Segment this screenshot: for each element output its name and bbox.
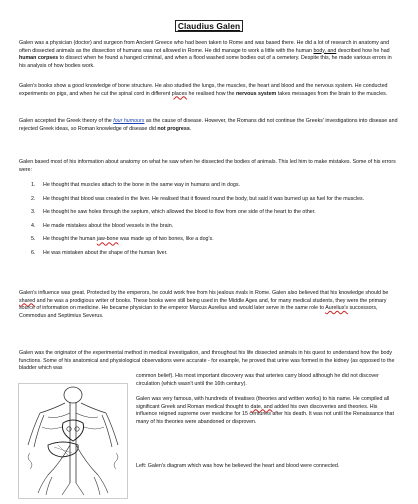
galen-heart-diagram — [18, 383, 128, 499]
diagram-caption: Left: Galen's diagram which was how he believed the heart and blood were connected. — [136, 463, 340, 469]
four-humours-link[interactable]: four humours — [113, 118, 145, 124]
fame-paragraph: Galen was very famous, with hundreds of treatises (theories and written works) to his name. He compiled all significant Greek and Roman medical thought to date, and added his own discoveries and theories. His influence reigned supreme over medicine for 15 centuries after his death. It was not until the Renaissance that many of his theories were abandoned or disproven. — [136, 396, 394, 425]
list-item: 4. He made mistakes about the blood vessels in the brain. — [31, 222, 174, 229]
list-item: 5. He thought the human jaw-bone was made up of two bones, like a dog's. — [31, 236, 214, 243]
discovery-paragraph: common belief). His most important discovery was that arteries carry blood although he did not discover circulation (which wasn't until the 16th century). — [136, 373, 379, 387]
page-title: Claudius Galen — [0, 21, 418, 31]
humours-paragraph: Galen accepted the Greek theory of the four humours as the cause of disease. However, the Romans did not continue the Greeks' investigations into disease and rejected Greek ideas, so Roman knowledge of disease did not progress. — [19, 118, 398, 132]
experimental-method-paragraph: Galen was the originator of the experimental method in medical investigation, and throughout his life dissected animals in his quest to understand how the body functions. Some of his anatomical and physiological observations were accurate - for example, he proved that urine was formed in the kidney (as opposed to the bladder which was — [19, 350, 395, 372]
list-item: 2. He thought that blood was created in the liver. He realised that it flowed round the body, but said it was burned up as fuel for the muscles. — [31, 195, 365, 202]
list-item: 3. He thought he saw holes through the septum, which allowed the blood to flow from one side of the heart to the other. — [31, 209, 316, 216]
knowledge-paragraph: Galen's books show a good knowledge of bone structure. He also studied the lungs, the muscles, the heart and blood and the nervous system. He conducted experiments on pigs, and when he cut the spinal cord in different places he realised how the nervous system takes messages from the brain to the muscles. — [19, 83, 388, 97]
intro-paragraph: Galen was a physician (doctor) and surgeon from Ancient Greece who had been taken to Rome and was based there. He did a lot of research in anatomy and often dissected animals as the dissection of humans was not allowed in Rome. He did manage to work a little with the human body, and described how he had human corpses to dissect when he found a hanged criminal, and when a flood washed some bodies out of a cemetery. Despite this, he made various errors in his analysis of how bodies work. — [19, 40, 392, 69]
list-item: 6. He was mistaken about the shape of the human liver. — [31, 249, 168, 256]
influence-paragraph: Galen's influence was great. Protected by the emperors, he could work free from his jealous rivals in Rome. Galen also believed that his knowledge should be shared and he was a prodigious writer of books. These books were still being used in the Middle Ages and, for many medical students, they were the primary source of information on medicine. He became physician to the emperor Marcus Aurelius and would later serve in the same role to Aurelius's successors, Commodus and Septimius Severus. — [19, 290, 389, 319]
errors-list — [19, 182, 399, 258]
list-item: 1. He thought that muscles attach to the bone in the same way in humans and in dogs. — [31, 182, 240, 188]
errors-intro-paragraph: Galen based most of his information about anatomy on what he saw when he dissected the bodies of animals. This led him to make mistakes. Some of his errors were: — [19, 159, 396, 173]
